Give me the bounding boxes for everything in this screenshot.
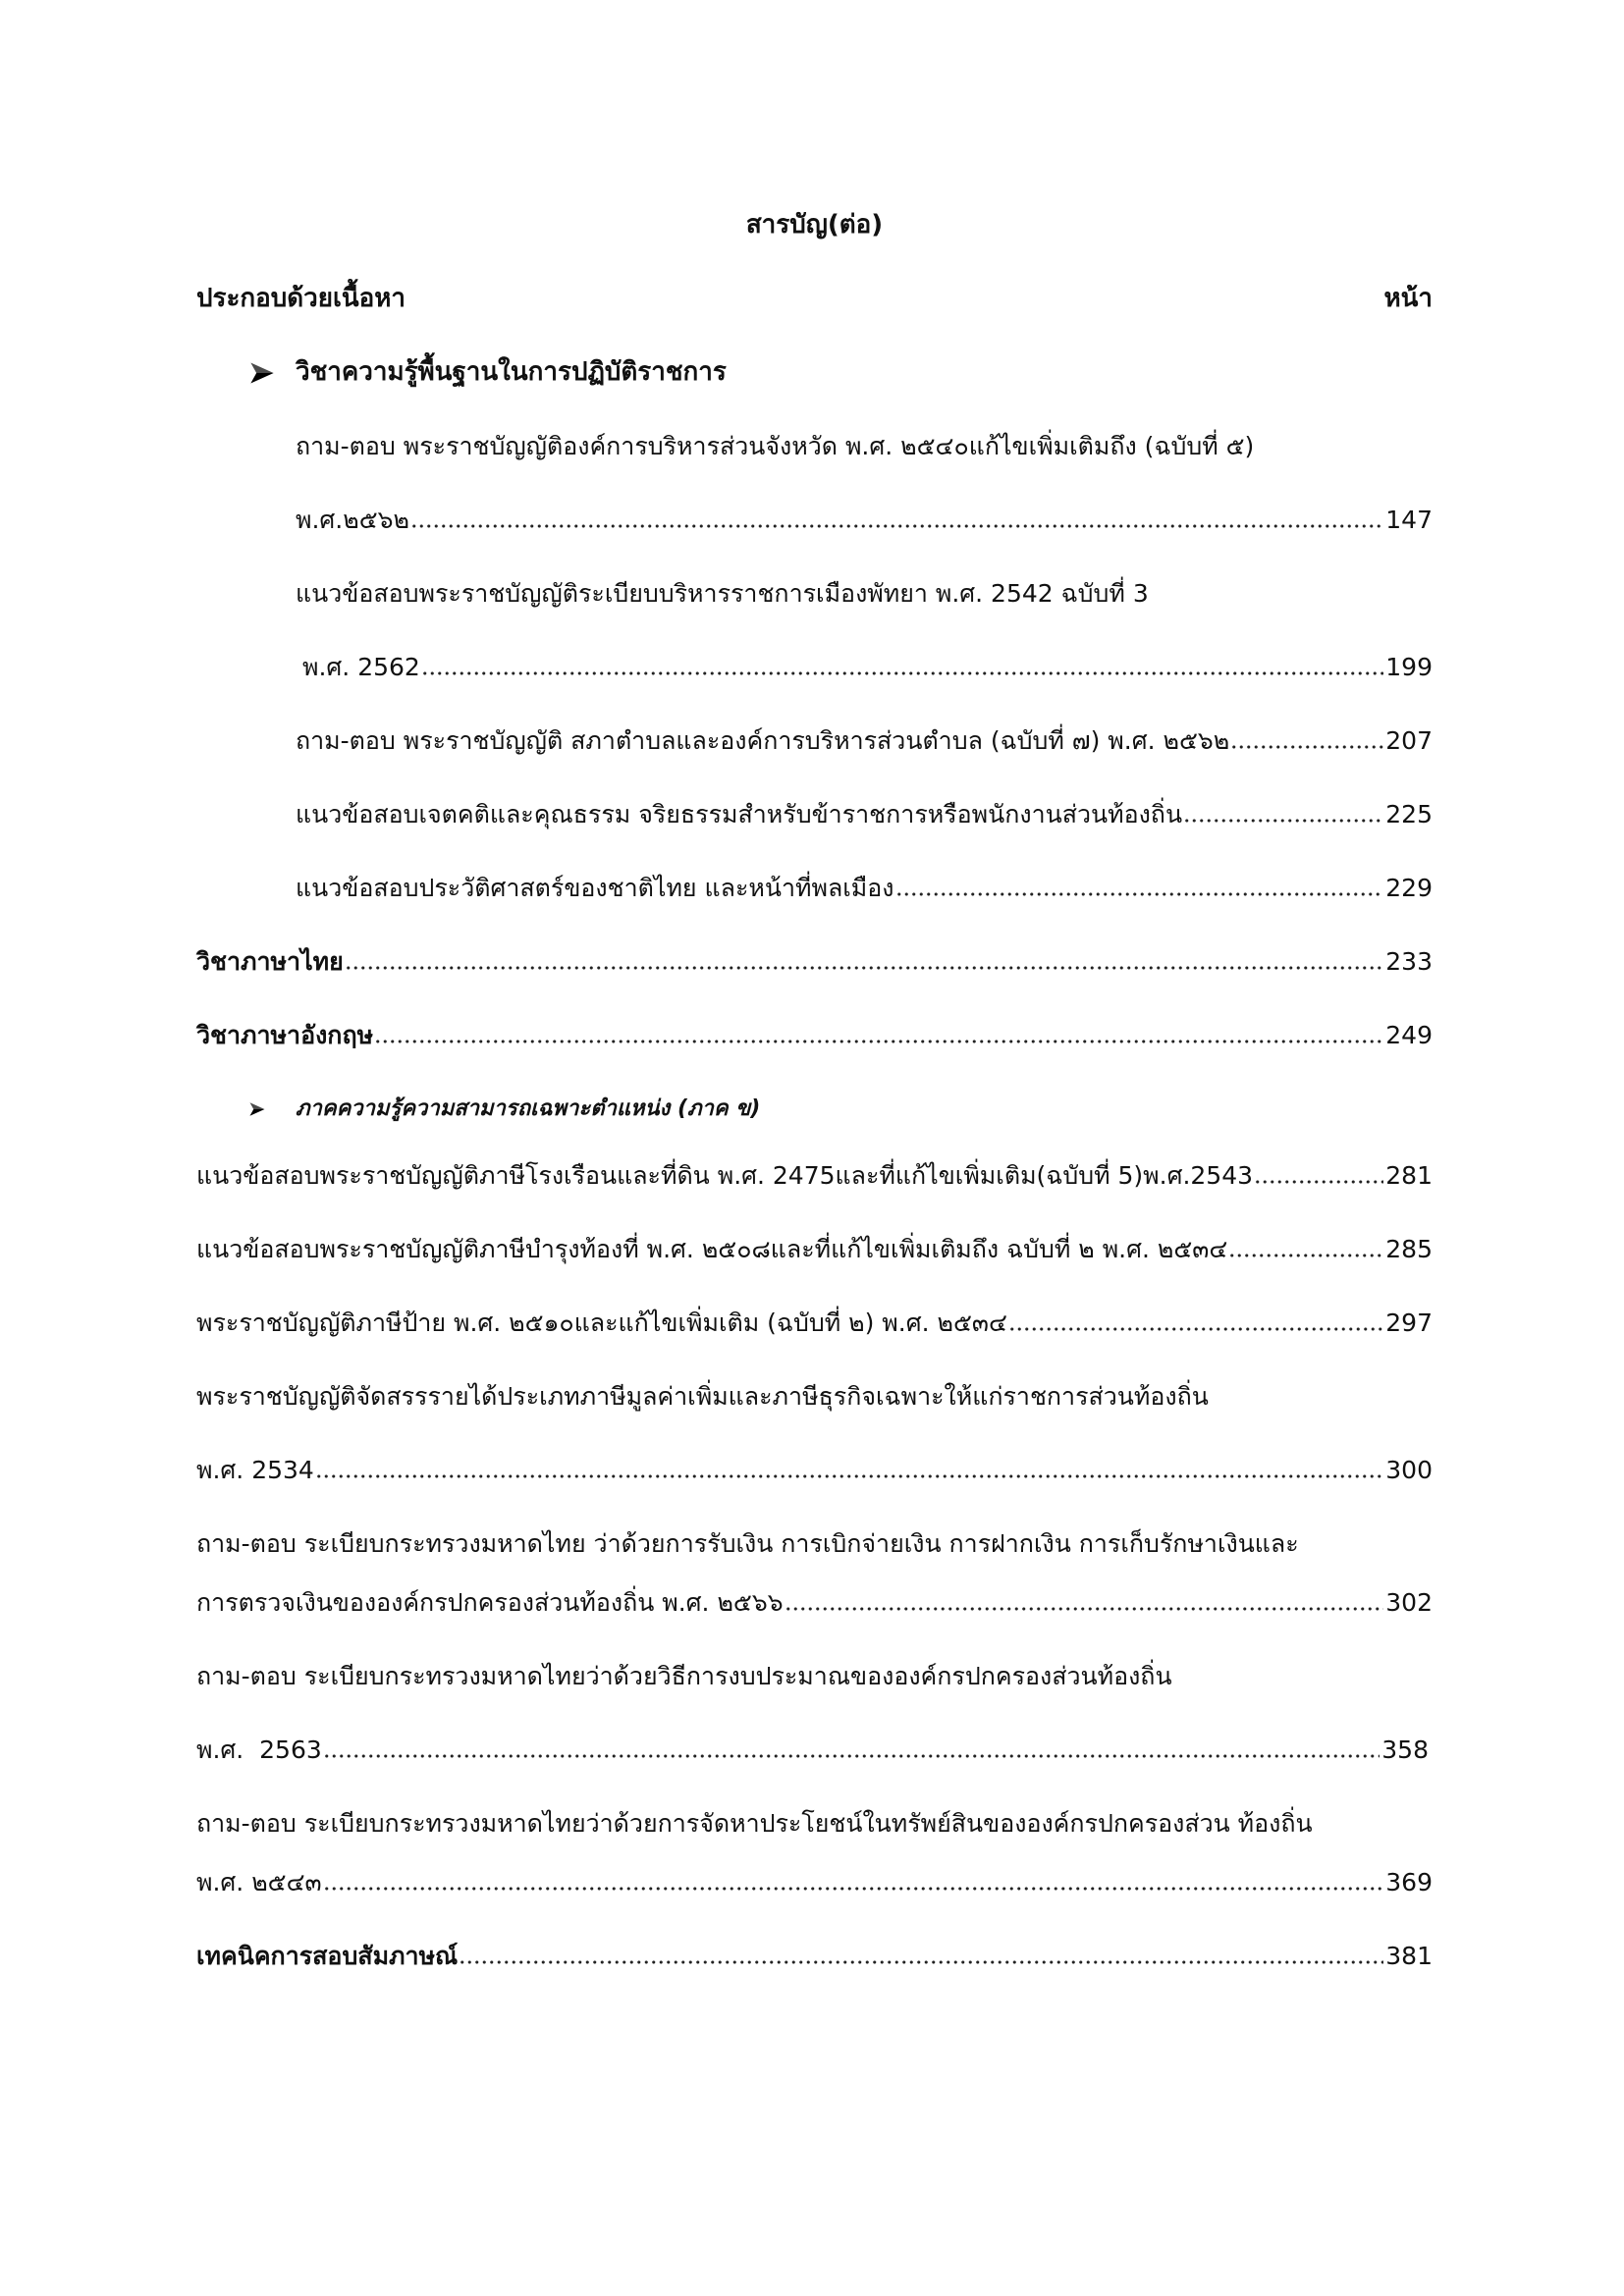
toc-entry-line [196,483,1433,557]
part-a-heading-label: วิชาความรู้พื้นฐานในการปฏิบัติราชการ [296,357,727,387]
table-of-contents [196,188,1433,1993]
toc-entry-line [196,1787,1433,1860]
dot-leader [323,1754,1380,1758]
toc-entry-line [196,777,1433,851]
page-number: 297 [1385,1308,1433,1337]
dot-leader [374,1040,1383,1043]
toc-entry-line [196,1286,1433,1360]
page-number: 199 [1385,653,1433,681]
dot-leader [323,1887,1384,1891]
toc-entry-text: แนวข้อสอบประวัติศาสตร์ของชาติไทย และหน้าที่พลเมือง [296,874,894,902]
column-header-row [196,262,1433,336]
page-column-header: หน้า [1383,284,1433,313]
toc-entry-line [196,409,1433,483]
final-entry [196,1919,1433,1993]
arrow-upper-facet [250,362,273,373]
arrow-bullet-icon [248,1100,266,1118]
toc-entry-text: พ.ศ. ๒๕๔๓ [196,1868,322,1896]
part-b-heading-label: ภาคความรู้ความสามารถเฉพาะตำแหน่ง (ภาค ข) [296,1096,761,1121]
toc-entry-text: พ.ศ. 2534 [196,1456,314,1484]
subject-label: วิชาภาษาไทย [196,947,344,976]
page-number: 229 [1385,874,1433,902]
contents-column-header: ประกอบด้วยเนื้อหา [196,284,406,313]
page-number: 147 [1385,506,1433,534]
toc-entry-line [196,1360,1433,1433]
toc-entry-text: พ.ศ. 2562 [302,653,420,681]
page-number: 369 [1385,1868,1433,1896]
toc-entry-text: การตรวจเงินขององค์กรปกครองส่วนท้องถิ่น พ.ศ. ๒๕๖๖ [196,1588,784,1617]
toc-entry-text: ถาม-ตอบ ระเบียบกระทรวงมหาดไทย ว่าด้วยการรับเงิน การเบิกจ่ายเงิน การฝากเงิน การเก็บรักษาเงินและ [196,1529,1299,1558]
subject-label: วิชาภาษาอังกฤษ [196,1021,374,1049]
toc-entry-text: แนวข้อสอบพระราชบัญญัติภาษีบำรุงท้องที่ พ.ศ. ๒๕๐๘และที่แก้ไขเพิ่มเติมถึง ฉบับที่ ๒ พ.ศ. ๒๕๓๔ [196,1235,1228,1263]
toc-entry-text: พ.ศ. 2563 [196,1735,322,1764]
toc-entry-text: พระราชบัญญัติภาษีป้าย พ.ศ. ๒๕๑๐และแก้ไขเพิ่มเติม (ฉบับที่ ๒) พ.ศ. ๒๕๓๔ [196,1308,1007,1337]
toc-entry-line [196,557,1433,630]
arrow-bullet-graphic [248,359,276,387]
dot-leader [345,966,1384,970]
dot-leader [421,671,1383,675]
dot-leader [1183,819,1383,823]
dot-leader [1008,1327,1383,1331]
dot-leader [315,1474,1383,1478]
toc-entry-text: ถาม-ตอบ พระราชบัญญัติ สภาตำบลและองค์การบริหารส่วนตำบล (ฉบับที่ ๗) พ.ศ. ๒๕๖๒ [296,726,1230,755]
page-number: 249 [1385,1021,1433,1049]
dot-leader [410,524,1383,528]
page-number: 225 [1385,800,1433,828]
arrow-lower-facet [250,1109,265,1116]
dot-leader [1230,745,1383,749]
page-number: 358 [1381,1735,1429,1764]
page-number: 302 [1385,1588,1433,1617]
dot-leader [459,1960,1383,1964]
toc-entry-line [196,704,1433,777]
toc-entry-text: พระราชบัญญัติจัดสรรรายได้ประเภทภาษีมูลค่าเพิ่มและภาษีธุรกิจเฉพาะให้แก่ราชการส่วนท้องถิ่น [196,1382,1209,1411]
page-number: 381 [1385,1942,1433,1970]
arrow-upper-facet [250,1102,265,1109]
toc-entry-text: แนวข้อสอบพระราชบัญญัติภาษีโรงเรือนและที่ดิน พ.ศ. 2475และที่แก้ไขเพิ่มเติม(ฉบับที่ 5)พ.ศ.2543 [196,1161,1254,1190]
toc-entry-line [196,1639,1433,1713]
page-number: 233 [1385,947,1433,976]
arrow-bullet-graphic [248,1100,266,1118]
toc-entry-line [196,1713,1433,1787]
toc-entry-text: พ.ศ.๒๕๖๒ [296,506,409,534]
final-entry-label: เทคนิคการสอบสัมภาษณ์ [196,1942,459,1970]
arrow-bullet-icon [248,359,276,387]
subject-entry [196,998,1433,1072]
dot-leader [785,1607,1384,1611]
arrow-lower-facet [250,373,273,384]
part-b-heading [196,1072,1433,1146]
toc-entry-text: แนวข้อสอบเจตคติและคุณธรรม จริยธรรมสำหรับข้าราชการหรือพนักงานส่วนท้องถิ่น [296,800,1183,828]
toc-entry-line [196,1212,1433,1286]
page-number: 300 [1385,1456,1433,1484]
toc-entry-text: ถาม-ตอบ ระเบียบกระทรวงมหาดไทยว่าด้วยการจัดหาประโยชน์ในทรัพย์สินขององค์กรปกครองส่วน ท้องถิ่น [196,1809,1313,1838]
toc-entry-line [196,630,1433,704]
dot-leader [895,892,1384,896]
subject-entry [196,925,1433,998]
page-number: 285 [1385,1235,1433,1263]
page-title: สารบัญ(ต่อ) [745,210,884,240]
toc-entry-text: ถาม-ตอบ ระเบียบกระทรวงมหาดไทยว่าด้วยวิธีการงบประมาณขององค์กรปกครองส่วนท้องถิ่น [196,1662,1172,1690]
dot-leader [1254,1180,1383,1184]
toc-entry-line [196,1433,1433,1507]
toc-entry-text: แนวข้อสอบพระราชบัญญัติระเบียบบริหารราชการเมืองพัทยา พ.ศ. 2542 ฉบับที่ 3 [296,579,1149,608]
part-a-heading [196,336,1433,409]
page-number: 207 [1385,726,1433,755]
page-number: 281 [1385,1161,1433,1190]
toc-entry-line [196,1139,1433,1212]
toc-entry-text: ถาม-ตอบ พระราชบัญญัติองค์การบริหารส่วนจังหวัด พ.ศ. ๒๕๔๐แก้ไขเพิ่มเติมถึง (ฉบับที่ ๕) [296,432,1255,460]
toc-entry-line [196,851,1433,925]
dot-leader [1228,1254,1383,1257]
